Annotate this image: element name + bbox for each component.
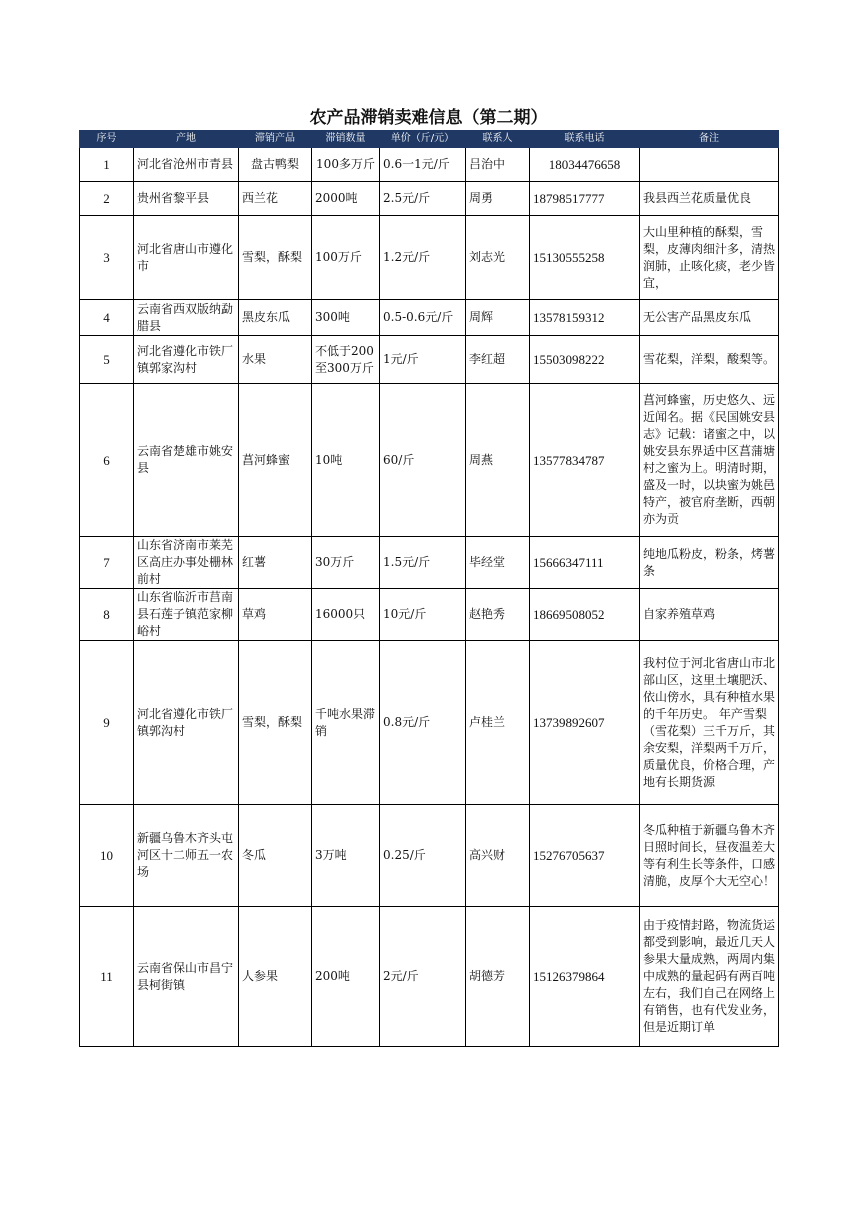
cell-product: 草鸡 — [239, 589, 312, 641]
cell-origin: 贵州省黎平县 — [134, 182, 239, 216]
cell-origin-text: 山东省济南市莱芜区高庄办事处栅林前村 — [137, 538, 234, 586]
cell-price: 0.6一1元/斤 — [380, 148, 466, 182]
cell-remark: 我县西兰花质量优良 — [640, 182, 779, 216]
cell-contact: 胡德芳 — [466, 907, 530, 1047]
cell-remark — [640, 907, 779, 1047]
cell-no: 11 — [80, 907, 134, 1047]
cell-contact: 刘志光 — [466, 216, 530, 300]
cell-phone: 18798517777 — [530, 182, 640, 216]
cell-product: 黑皮东瓜 — [239, 300, 312, 336]
table-row — [80, 336, 779, 384]
cell-price: 1.2元/斤 — [380, 216, 466, 300]
cell-no: 6 — [80, 384, 134, 537]
cell-product: 人参果 — [239, 907, 312, 1047]
header-contact: 联系人 — [466, 131, 530, 148]
header-no: 序号 — [80, 131, 134, 148]
cell-origin: 云南省楚雄市姚安县 — [134, 384, 239, 537]
cell-origin: 新疆乌鲁木齐头屯河区十二师五一农场 — [134, 805, 239, 907]
cell-origin — [134, 336, 239, 384]
cell-contact: 赵艳秀 — [466, 589, 530, 641]
cell-contact: 毕经堂 — [466, 537, 530, 589]
cell-phone: 13577834787 — [530, 384, 640, 537]
table-row — [80, 216, 779, 300]
cell-price: 0.8元/斤 — [380, 641, 466, 805]
cell-price: 1.5元/斤 — [380, 537, 466, 589]
cell-quantity: 30万斤 — [312, 537, 380, 589]
header-remark: 备注 — [640, 131, 779, 148]
cell-price: 0.25/斤 — [380, 805, 466, 907]
cell-origin: 云南省保山市昌宁县柯街镇 — [134, 907, 239, 1047]
cell-product: 菖河蜂蜜 — [239, 384, 312, 537]
cell-price: 60/斤 — [380, 384, 466, 537]
cell-no: 1 — [80, 148, 134, 182]
cell-contact: 高兴财 — [466, 805, 530, 907]
cell-product: 红薯 — [239, 537, 312, 589]
cell-phone: 15130555258 — [530, 216, 640, 300]
cell-no: 8 — [80, 589, 134, 641]
cell-origin-text: 山东省临沂市莒南县石莲子镇范家柳峪村 — [137, 590, 234, 638]
table-header-row — [80, 131, 779, 148]
listing-table — [79, 130, 779, 1047]
cell-no: 9 — [80, 641, 134, 805]
cell-quantity: 2000吨 — [312, 182, 380, 216]
cell-phone: 13739892607 — [530, 641, 640, 805]
cell-quantity: 300吨 — [312, 300, 380, 336]
cell-quantity: 千吨水果滞销 — [312, 641, 380, 805]
table-row — [80, 148, 779, 182]
header-phone: 联系电话 — [530, 131, 640, 148]
cell-origin: 河北省唐山市遵化市 — [134, 216, 239, 300]
cell-origin-text: 河北省遵化市铁厂镇郭家沟村 — [137, 343, 234, 375]
cell-remark — [640, 641, 779, 805]
cell-origin: 河北省遵化市铁厂镇郭沟村 — [134, 641, 239, 805]
cell-quantity — [312, 148, 380, 182]
table-row — [80, 589, 779, 641]
cell-quantity — [312, 336, 380, 384]
cell-product: 水果 — [239, 336, 312, 384]
cell-phone: 15126379864 — [530, 907, 640, 1047]
cell-remark-text: 冬瓜种植于新疆乌鲁木齐日照时间长，昼夜温差大等有利生长等条件，口感清脆，皮厚个大无空心！ — [643, 822, 775, 888]
cell-contact: 周燕 — [466, 384, 530, 537]
cell-phone: 15666347111 — [530, 537, 640, 589]
cell-no: 3 — [80, 216, 134, 300]
cell-origin — [134, 148, 239, 182]
cell-price: 1元/斤 — [380, 336, 466, 384]
cell-no: 7 — [80, 537, 134, 589]
cell-remark: 自家养殖草鸡 — [640, 589, 779, 641]
header-origin: 产地 — [134, 131, 239, 148]
cell-remark-text: 大山里种植的酥梨，雪梨，皮薄肉细汁多，清热润肺，止咳化痰，老少皆宜， — [643, 224, 775, 290]
cell-quantity: 10吨 — [312, 384, 380, 537]
cell-origin-text: 河北省沧州市青县 — [137, 157, 234, 171]
cell-quantity-text: 不低于200至300万斤 — [315, 343, 374, 375]
header-quantity: 滞销数量 — [312, 131, 380, 148]
cell-product: 雪梨，酥梨 — [239, 641, 312, 805]
table-row — [80, 182, 779, 216]
cell-contact: 李红超 — [466, 336, 530, 384]
cell-remark: 雪花梨，洋梨，酸梨等。 — [640, 336, 779, 384]
table-row — [80, 641, 779, 805]
cell-contact: 卢桂兰 — [466, 641, 530, 805]
cell-origin — [134, 537, 239, 589]
cell-remark — [640, 216, 779, 300]
cell-remark-text: 我村位于河北省唐山市北部山区，这里土壤肥沃、依山傍水，具有种植水果的千年历史。 年产雪梨（雪花梨）三千万斤，其余安梨，洋梨两千万斤，质量优良，价格合理，产地有长期货源 — [643, 655, 775, 789]
cell-no: 4 — [80, 300, 134, 336]
cell-product: 盘古鸭梨 — [239, 148, 312, 182]
cell-origin — [134, 300, 239, 336]
cell-price-text: 0.5-0.6元/斤 — [383, 310, 454, 324]
header-product: 滞销产品 — [239, 131, 312, 148]
cell-phone: 15276705637 — [530, 805, 640, 907]
cell-price — [380, 300, 466, 336]
cell-contact: 周辉 — [466, 300, 530, 336]
table-row — [80, 384, 779, 537]
cell-quantity: 3万吨 — [312, 805, 380, 907]
cell-remark: 无公害产品黑皮东瓜 — [640, 300, 779, 336]
cell-origin-text: 云南省西双版纳勐腊县 — [137, 301, 234, 333]
cell-remark-text: 由于疫情封路，物流货运都受到影响，最近几天人参果大量成熟，两周内集中成熟的量起码有两百吨左右，我们自己在网络上有销售，也有代发业务，但是近期订单 — [643, 918, 775, 1034]
cell-quantity: 200吨 — [312, 907, 380, 1047]
cell-phone: 18034476658 — [530, 148, 640, 182]
cell-remark: 纯地瓜粉皮，粉条，烤薯条 — [640, 537, 779, 589]
cell-product: 雪梨，酥梨 — [239, 216, 312, 300]
cell-remark — [640, 148, 779, 182]
table-row — [80, 300, 779, 336]
cell-price: 2.5元/斤 — [380, 182, 466, 216]
cell-origin — [134, 589, 239, 641]
cell-contact: 吕治中 — [466, 148, 530, 182]
cell-quantity: 16000只 — [312, 589, 380, 641]
cell-no: 2 — [80, 182, 134, 216]
cell-price: 2元/斤 — [380, 907, 466, 1047]
cell-price: 10元/斤 — [380, 589, 466, 641]
cell-remark — [640, 805, 779, 907]
cell-quantity: 100万斤 — [312, 216, 380, 300]
cell-no: 10 — [80, 805, 134, 907]
cell-contact: 周勇 — [466, 182, 530, 216]
cell-phone: 18669508052 — [530, 589, 640, 641]
cell-phone: 15503098222 — [530, 336, 640, 384]
table-row — [80, 537, 779, 589]
cell-no: 5 — [80, 336, 134, 384]
header-price: 单价（斤/元） — [380, 131, 466, 148]
cell-product: 西兰花 — [239, 182, 312, 216]
page-title: 农产品滞销卖难信息（第二期） — [309, 108, 548, 128]
table-row — [80, 907, 779, 1047]
cell-remark — [640, 384, 779, 537]
cell-remark-text: 菖河蜂蜜，历史悠久、远近闻名。据《民国姚安县志》记载：诸蜜之中，以姚安县东界适中区菖蒲塘村之蜜为上。明清时期，盛及一时，以块蜜为姚邑特产，被官府垄断，西朝亦为贡 — [643, 393, 775, 526]
cell-phone: 13578159312 — [530, 300, 640, 336]
cell-quantity-text: 100多万斤 — [316, 157, 375, 171]
table-row — [80, 805, 779, 907]
cell-product: 冬瓜 — [239, 805, 312, 907]
